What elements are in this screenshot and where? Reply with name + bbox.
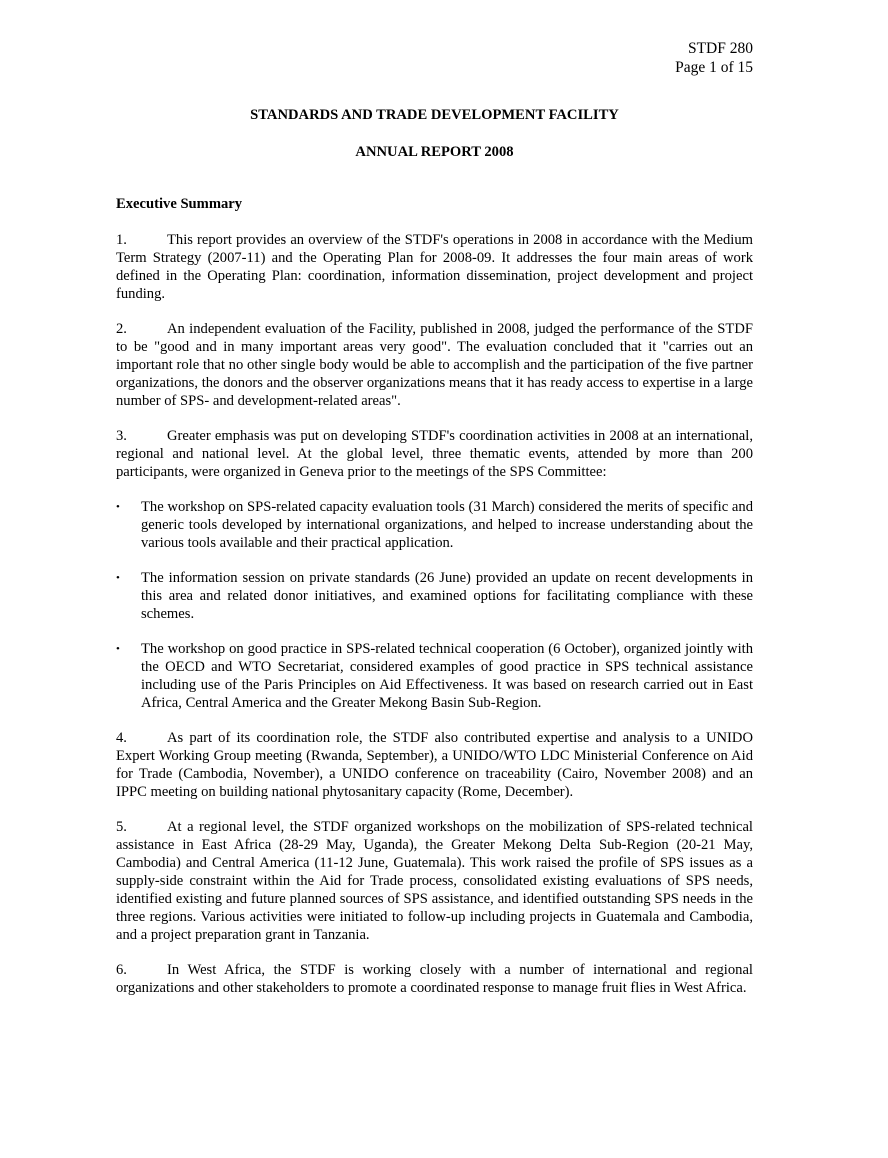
bullet-text: The information session on private standards (26 June) provided an update on recent developments in this area and related donor initiatives, and examined options for facilitating compliance with these schemes. xyxy=(141,570,753,622)
document-body xyxy=(116,231,753,1014)
list-item xyxy=(116,569,753,623)
paragraph-number: 3. xyxy=(116,428,127,444)
bullet-text: The workshop on SPS-related capacity evaluation tools (31 March) considered the merits of specific and generic tools developed by international organizations, and helped to increase understanding about the various tools available and their practical application. xyxy=(141,499,753,551)
paragraph-5 xyxy=(116,818,753,944)
paragraph-text: Greater emphasis was put on developing STDF's coordination activities in 2008 at an international, regional and national level. At the global level, three thematic events, attended by more than 200 participants, were organized in Geneva prior to the meetings of the SPS Committee: xyxy=(116,428,753,480)
paragraph-4 xyxy=(116,729,753,801)
document-number: STDF 280 xyxy=(687,40,753,57)
page-indicator: Page 1 of 15 xyxy=(675,59,753,76)
bullet-icon: • xyxy=(116,501,120,513)
paragraph-1 xyxy=(116,231,753,303)
section-heading: Executive Summary xyxy=(116,196,243,212)
bullet-text: The workshop on good practice in SPS-related technical cooperation (6 October), organized jointly with the OECD and WTO Secretariat, considered examples of good practice in SPS technical assistance including use of the Paris Principles on Aid Effectiveness. It was based on research carried out in East Africa, Central America and the Greater Mekong Basin Sub-Region. xyxy=(141,641,753,711)
paragraph-6 xyxy=(116,961,753,997)
paragraph-text: This report provides an overview of the STDF's operations in 2008 in accordance with the Medium Term Strategy (2007-11) and the Operating Plan for 2008-09. It addresses the four main areas of work defined in the Operating Plan: coordination, information dissemination, project development and project funding. xyxy=(116,232,753,302)
paragraph-number: 5. xyxy=(116,819,127,835)
bullet-list xyxy=(116,498,753,712)
paragraph-number: 6. xyxy=(116,962,127,978)
paragraph-text: In West Africa, the STDF is working closely with a number of international and regional organizations and other stakeholders to promote a coordinated response to manage fruit flies in West Africa. xyxy=(116,962,753,996)
paragraph-2 xyxy=(116,320,753,410)
paragraph-number: 1. xyxy=(116,232,127,248)
paragraph-3 xyxy=(116,427,753,481)
paragraph-text: An independent evaluation of the Facility, published in 2008, judged the performance of the STDF to be "good and in many important areas very good". The evaluation concluded that it "carries out an important role that no other single body would be able to accomplish and the participation of the five partner organizations, the donors and the observer organizations means that it has ready access to expertise in a large number of SPS- and development-related areas". xyxy=(116,321,753,409)
paragraph-number: 4. xyxy=(116,730,127,746)
paragraph-number: 2. xyxy=(116,321,127,337)
document-subtitle: ANNUAL REPORT 2008 xyxy=(355,144,514,160)
bullet-icon: • xyxy=(116,643,120,655)
document-title: STANDARDS AND TRADE DEVELOPMENT FACILITY xyxy=(250,107,619,123)
paragraph-text: At a regional level, the STDF organized workshops on the mobilization of SPS-related technical assistance in East Africa (28-29 May, Uganda), the Greater Mekong Delta Sub-Region (20-21 May, Cambodia) and Central America (11-12 June, Guatemala). This work raised the profile of SPS issues as a supply-side constraint within the Aid for Trade process, consolidated existing evaluations of SPS needs, identified existing and future planned sources of SPS assistance, and identified outstanding SPS needs in the three regions. Various activities were initiated to follow-up including projects in Guatemala and Cambodia, and a project preparation grant in Tanzania. xyxy=(116,819,753,943)
paragraph-text: As part of its coordination role, the STDF also contributed expertise and analysis to a UNIDO Expert Working Group meeting (Rwanda, September), a UNIDO/WTO LDC Ministerial Conference on Aid for Trade (Cambodia, November), a UNIDO conference on traceability (Cairo, November 2008) and an IPPC meeting on building national phytosanitary capacity (Rome, December). xyxy=(116,730,753,800)
list-item xyxy=(116,640,753,712)
bullet-icon: • xyxy=(116,572,120,584)
list-item xyxy=(116,498,753,552)
document-header xyxy=(675,39,753,77)
